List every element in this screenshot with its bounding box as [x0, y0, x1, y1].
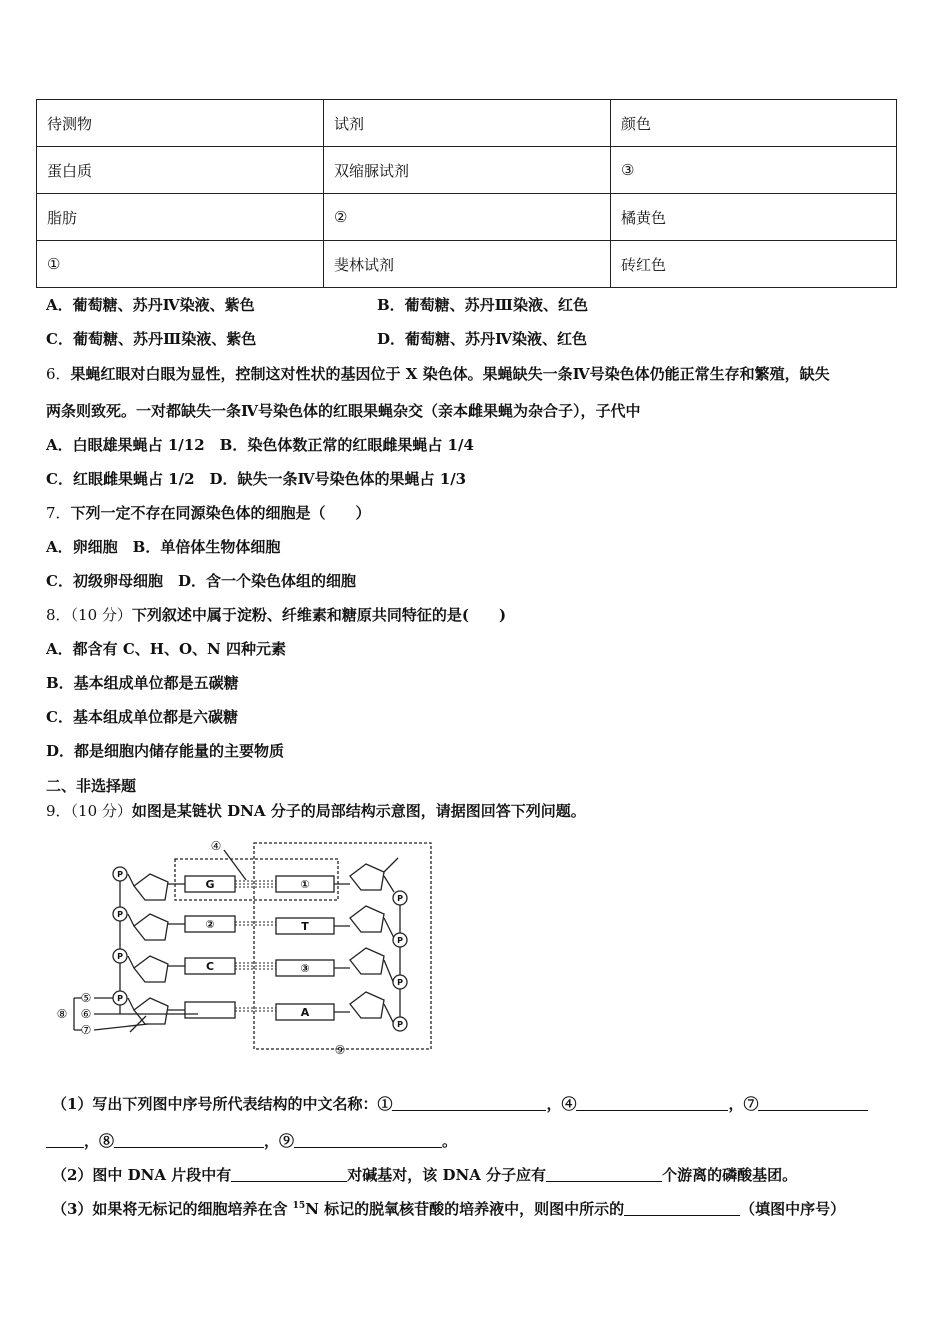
phosphate-label: P	[117, 952, 123, 961]
figure-label-4: ④	[210, 839, 222, 853]
table-header-row	[37, 100, 897, 147]
figure-label-6: ⑥	[80, 1007, 92, 1021]
base-label: T	[301, 920, 309, 933]
phosphate-label: P	[117, 870, 123, 879]
answer-blank[interactable]	[576, 1096, 728, 1111]
table-cell: 待测物	[37, 100, 324, 147]
right-sugar	[350, 864, 384, 890]
q9-stem: 如图是某链状 DNA 分子的局部结构示意图，请据图回答下列问题。	[131, 802, 586, 820]
table-row	[37, 241, 897, 288]
q8-stem-line	[46, 604, 506, 625]
phosphate-label: P	[397, 936, 403, 945]
q9-sub1-text: 。	[442, 1132, 458, 1150]
answer-blank[interactable]	[231, 1167, 347, 1182]
q7-stem-line	[46, 502, 371, 523]
q8-option-c: C．基本组成单位都是六碳糖	[46, 708, 238, 726]
q7-options-ab: A．卵细胞 B．单倍体生物体细胞	[46, 538, 281, 556]
q7-stem: 下列一定不存在同源染色体的细胞是（ ）	[70, 504, 371, 522]
q9-sub1-text: ，⑨	[264, 1132, 295, 1150]
table-cell: 双缩脲试剂	[324, 147, 611, 194]
table-cell: 斐林试剂	[324, 241, 611, 288]
q9-stem-line	[46, 800, 586, 821]
right-sugar	[350, 906, 384, 932]
base-label: A	[300, 1006, 310, 1019]
base-label: G	[205, 878, 215, 891]
figure-label-5: ⑤	[80, 991, 92, 1005]
answer-blank[interactable]	[546, 1167, 662, 1182]
answer-blank[interactable]	[46, 1133, 84, 1148]
table-cell: ②	[324, 194, 611, 241]
base-box	[185, 1002, 235, 1018]
base-label: ②	[205, 918, 215, 931]
q9-sub2-line	[52, 1164, 797, 1185]
table-cell: 脂肪	[37, 194, 324, 241]
figure-label-9: ⑨	[334, 1043, 346, 1057]
q6-options-ab: A．白眼雄果蝇占 1/12 B．染色体数正常的红眼雌果蝇占 1/4	[46, 436, 474, 454]
q5-option-a: A．葡萄糖、苏丹Ⅳ染液、紫色	[46, 296, 255, 314]
phosphate-label: P	[397, 894, 403, 903]
q8-number: 8．	[46, 606, 71, 624]
dna-structure-figure	[48, 834, 438, 1060]
table-cell: 蛋白质	[37, 147, 324, 194]
phosphate-label: P	[397, 1020, 403, 1029]
q5-option-b: B．葡萄糖、苏丹Ⅲ染液、红色	[377, 296, 588, 314]
q8-score: （10 分）	[70, 606, 132, 624]
base-label: ③	[300, 962, 310, 975]
phosphate-label: P	[397, 978, 403, 987]
base-label: ①	[300, 878, 310, 891]
table-cell: ①	[37, 241, 324, 288]
q5-option-c: C．葡萄糖、苏丹Ⅲ染液、紫色	[46, 330, 257, 348]
q9-sub1-line1	[52, 1093, 868, 1114]
left-sugar	[134, 956, 168, 982]
table-cell: 砖红色	[611, 241, 897, 288]
right-sugar	[350, 948, 384, 974]
q6-stem-line2: 两条则致死。一对都缺失一条Ⅳ号染色体的红眼果蝇杂交（亲本雌果蝇为杂合子），子代中	[46, 402, 641, 420]
table-row	[37, 194, 897, 241]
q7-options-cd: C．初级卵母细胞 D．含一个染色体组的细胞	[46, 572, 356, 590]
base-label: C	[205, 960, 215, 973]
q9-sub3-line	[52, 1198, 845, 1219]
q9-sub2-text: 对碱基对，该 DNA 分子应有	[347, 1166, 547, 1184]
q9-sub1-text: ，⑧	[84, 1132, 115, 1150]
figure-label-8: ⑧	[56, 1007, 68, 1021]
q6-stem: 果蝇红眼对白眼为显性，控制这对性状的基因位于 X 染色体。果蝇缺失一条Ⅳ号染色体仍能正常生存和繁殖，缺失	[70, 365, 830, 383]
table-cell: 橘黄色	[611, 194, 897, 241]
reagent-table	[36, 99, 897, 288]
q8-option-b: B．基本组成单位都是五碳糖	[46, 674, 239, 692]
q9-number: 9．	[46, 802, 71, 820]
table-cell: ③	[611, 147, 897, 194]
q9-sub2-text: （2）图中 DNA 片段中有	[52, 1166, 232, 1184]
left-sugar	[134, 914, 168, 940]
section-heading: 二、非选择题	[46, 777, 137, 795]
answer-blank[interactable]	[624, 1201, 740, 1216]
table-cell: 试剂	[324, 100, 611, 147]
answer-blank[interactable]	[114, 1133, 264, 1148]
q6-options-cd: C．红眼雌果蝇占 1/2 D．缺失一条Ⅳ号染色体的果蝇占 1/3	[46, 470, 467, 488]
isotope-superscript: 15	[292, 1201, 306, 1211]
q5-option-d: D．葡萄糖、苏丹Ⅳ染液、红色	[377, 330, 588, 348]
q7-number: 7．	[46, 504, 71, 522]
q6-stem-line1	[46, 363, 830, 384]
q9-sub1-text: ，⑦	[728, 1095, 759, 1113]
table-cell: 颜色	[611, 100, 897, 147]
answer-blank[interactable]	[294, 1133, 442, 1148]
right-sugar	[350, 992, 384, 1018]
q8-option-d: D．都是细胞内储存能量的主要物质	[46, 742, 285, 760]
q8-option-a: A．都含有 C、H、O、N 四种元素	[46, 640, 286, 658]
q8-stem: 下列叙述中属于淀粉、纤维素和糖原共同特征的是( )	[131, 606, 507, 624]
phosphate-label: P	[117, 994, 123, 1003]
q9-sub2-text: 个游离的磷酸基团。	[662, 1166, 798, 1184]
q9-sub1-text: ，④	[546, 1095, 577, 1113]
q9-sub1-text: （1）写出下列图中序号所代表结构的中文名称：①	[52, 1095, 393, 1113]
q9-sub3-text: （3）如果将无标记的细胞培养在含	[52, 1200, 293, 1218]
q9-sub3-text: （填图中序号）	[740, 1200, 846, 1218]
figure-label-7: ⑦	[80, 1023, 92, 1037]
q9-sub1-line2	[46, 1130, 457, 1151]
table-row	[37, 147, 897, 194]
nucleotide-box	[175, 859, 338, 900]
phosphate-label: P	[117, 910, 123, 919]
left-sugar	[134, 874, 168, 900]
q9-score: （10 分）	[70, 802, 132, 820]
answer-blank[interactable]	[392, 1096, 546, 1111]
q9-sub3-text: N 标记的脱氧核苷酸的培养液中，则图中所示的	[305, 1200, 625, 1218]
answer-blank[interactable]	[758, 1096, 868, 1111]
q6-number: 6．	[46, 365, 71, 383]
left-sugar	[134, 998, 168, 1024]
